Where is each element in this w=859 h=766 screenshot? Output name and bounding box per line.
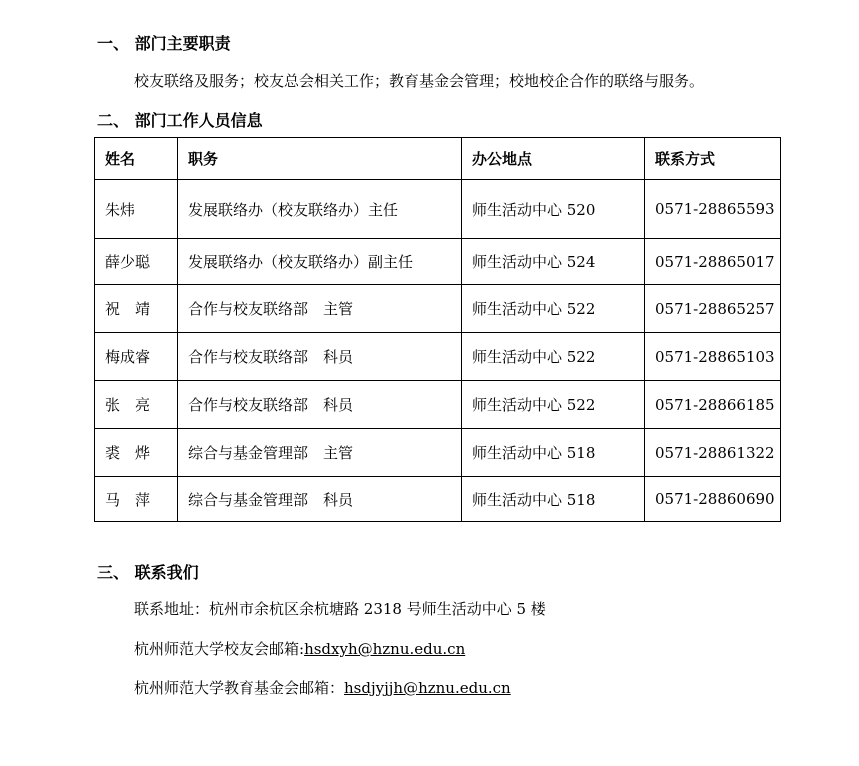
staff-office: 师生活动中心 520 [462, 180, 645, 239]
staff-position: 合作与校友联络部 科员 [178, 333, 462, 381]
staff-office: 师生活动中心 518 [462, 429, 645, 477]
staff-name: 张 亮 [95, 381, 178, 429]
staff-office: 师生活动中心 522 [462, 333, 645, 381]
staff-name: 祝 靖 [95, 285, 178, 333]
staff-name: 薛少聪 [95, 239, 178, 285]
staff-phone: 0571-28865257 [645, 285, 781, 333]
staff-position: 综合与基金管理部 科员 [178, 477, 462, 522]
alumni-email-line [134, 638, 465, 659]
contact-address: 联系地址：杭州市余杭区余杭塘路 2318 号师生活动中心 5 楼 [134, 600, 546, 618]
staff-position: 综合与基金管理部 主管 [178, 429, 462, 477]
alumni-email-link[interactable]: hsdxyh@hznu.edu.cn [304, 640, 466, 658]
staff-position: 发展联络办（校友联络办）主任 [178, 180, 462, 239]
foundation-email-link[interactable]: hsdjyjjh@hznu.edu.cn [344, 679, 511, 697]
staff-name: 梅成睿 [95, 333, 178, 381]
staff-office: 师生活动中心 518 [462, 477, 645, 522]
staff-phone: 0571-28865103 [645, 333, 781, 381]
staff-office: 师生活动中心 524 [462, 239, 645, 285]
staff-office: 师生活动中心 522 [462, 381, 645, 429]
staff-office: 师生活动中心 522 [462, 285, 645, 333]
section-3-heading: 三、 联系我们 [97, 563, 199, 582]
section-2-heading: 二、 部门工作人员信息 [97, 111, 263, 130]
staff-phone: 0571-28866185 [645, 381, 781, 429]
table-row [95, 429, 781, 477]
column-header-name: 姓名 [95, 138, 178, 180]
staff-phone: 0571-28865017 [645, 239, 781, 285]
table-header-row [95, 138, 781, 180]
staff-phone: 0571-28861322 [645, 429, 781, 477]
column-header-position: 职务 [178, 138, 462, 180]
staff-position: 发展联络办（校友联络办）副主任 [178, 239, 462, 285]
table-row [95, 381, 781, 429]
table-row [95, 477, 781, 522]
staff-name: 马 萍 [95, 477, 178, 522]
foundation-email-label: 杭州师范大学教育基金会邮箱： [134, 679, 345, 697]
table-row [95, 239, 781, 285]
staff-name: 裘 烨 [95, 429, 178, 477]
staff-phone: 0571-28860690 [645, 477, 781, 522]
table-row [95, 333, 781, 381]
column-header-office: 办公地点 [462, 138, 645, 180]
foundation-email-line [134, 677, 511, 698]
staff-phone: 0571-28865593 [645, 180, 781, 239]
staff-name: 朱炜 [95, 180, 178, 239]
table-row [95, 180, 781, 239]
staff-position: 合作与校友联络部 科员 [178, 381, 462, 429]
alumni-email-label: 杭州师范大学校友会邮箱: [134, 640, 305, 658]
staff-position: 合作与校友联络部 主管 [178, 285, 462, 333]
column-header-contact: 联系方式 [645, 138, 781, 180]
duties-text: 校友联络及服务；校友总会相关工作；教育基金会管理；校地校企合作的联络与服务。 [134, 72, 705, 90]
staff-table [94, 137, 781, 522]
table-row [95, 285, 781, 333]
section-1-heading: 一、 部门主要职责 [97, 34, 231, 53]
